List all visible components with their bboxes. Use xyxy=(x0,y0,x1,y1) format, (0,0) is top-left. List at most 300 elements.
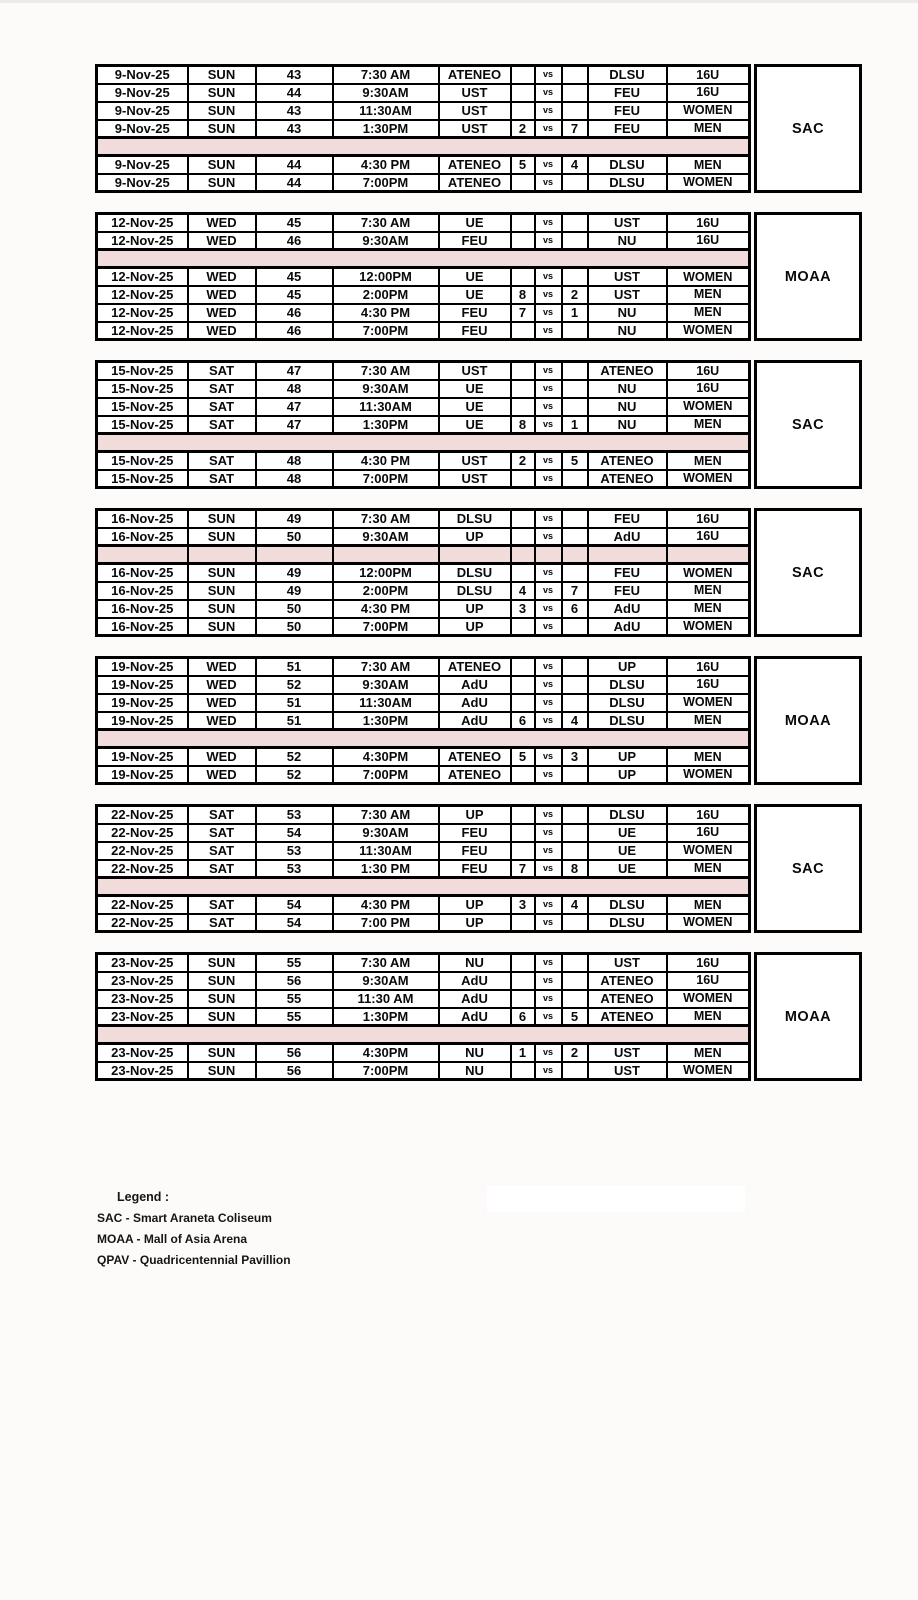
game-row xyxy=(97,232,750,250)
score-home xyxy=(511,842,535,860)
score-away xyxy=(562,990,588,1008)
vs-label: vs xyxy=(535,676,562,694)
separator-row xyxy=(97,878,750,896)
game-time: 9:30AM xyxy=(333,380,439,398)
game-time: 7:00PM xyxy=(333,618,439,636)
game-date: 22-Nov-25 xyxy=(97,824,188,842)
team-away: DLSU xyxy=(588,896,667,914)
game-division: WOMEN xyxy=(667,470,750,488)
team-home: FEU xyxy=(439,304,511,322)
team-away: DLSU xyxy=(588,914,667,932)
score-away: 1 xyxy=(562,416,588,434)
separator-cell xyxy=(588,546,667,564)
game-time: 2:00PM xyxy=(333,286,439,304)
separator-cell xyxy=(562,546,588,564)
score-away xyxy=(562,174,588,192)
score-home: 4 xyxy=(511,582,535,600)
score-home: 1 xyxy=(511,1044,535,1062)
vs-label: vs xyxy=(535,618,562,636)
game-number: 56 xyxy=(256,1062,333,1080)
game-day: SUN xyxy=(188,510,256,528)
game-number: 55 xyxy=(256,1008,333,1026)
legend-item: MOAA - Mall of Asia Arena xyxy=(97,1232,248,1246)
score-home: 6 xyxy=(511,712,535,730)
score-away xyxy=(562,618,588,636)
game-division: 16U xyxy=(667,380,750,398)
vs-label: vs xyxy=(535,156,562,174)
score-home xyxy=(511,268,535,286)
game-row xyxy=(97,156,750,174)
team-home: ATENEO xyxy=(439,658,511,676)
game-time: 7:30 AM xyxy=(333,66,439,84)
game-division: WOMEN xyxy=(667,268,750,286)
game-day: SAT xyxy=(188,398,256,416)
game-time: 7:00 PM xyxy=(333,914,439,932)
score-home: 6 xyxy=(511,1008,535,1026)
team-away: UST xyxy=(588,268,667,286)
game-division: 16U xyxy=(667,510,750,528)
game-time: 11:30AM xyxy=(333,842,439,860)
game-division: WOMEN xyxy=(667,990,750,1008)
score-home xyxy=(511,972,535,990)
separator-cell xyxy=(667,546,750,564)
game-time: 9:30AM xyxy=(333,528,439,546)
legend-item: SAC - Smart Araneta Coliseum xyxy=(97,1211,272,1225)
team-away: ATENEO xyxy=(588,990,667,1008)
game-day: SUN xyxy=(188,1044,256,1062)
team-home: UE xyxy=(439,268,511,286)
score-home xyxy=(511,66,535,84)
score-away: 1 xyxy=(562,304,588,322)
team-away: DLSU xyxy=(588,712,667,730)
game-time: 12:00PM xyxy=(333,268,439,286)
game-day: SUN xyxy=(188,954,256,972)
game-row xyxy=(97,380,750,398)
team-home: DLSU xyxy=(439,564,511,582)
separator-cell xyxy=(439,546,511,564)
game-time: 7:30 AM xyxy=(333,214,439,232)
game-date: 12-Nov-25 xyxy=(97,304,188,322)
game-date: 9-Nov-25 xyxy=(97,84,188,102)
game-time: 1:30PM xyxy=(333,416,439,434)
game-number: 45 xyxy=(256,214,333,232)
team-home: UST xyxy=(439,120,511,138)
team-home: FEU xyxy=(439,842,511,860)
game-row xyxy=(97,120,750,138)
game-division: MEN xyxy=(667,286,750,304)
game-date: 19-Nov-25 xyxy=(97,676,188,694)
game-row xyxy=(97,214,750,232)
game-time: 7:30 AM xyxy=(333,954,439,972)
venue-label: SAC xyxy=(791,564,825,581)
game-day: SAT xyxy=(188,362,256,380)
vs-label: vs xyxy=(535,564,562,582)
score-away xyxy=(562,510,588,528)
game-date: 23-Nov-25 xyxy=(97,1008,188,1026)
score-away xyxy=(562,470,588,488)
vs-label: vs xyxy=(535,304,562,322)
score-home xyxy=(511,1062,535,1080)
venue-label: SAC xyxy=(791,120,825,137)
separator-row xyxy=(97,546,750,564)
game-number: 48 xyxy=(256,380,333,398)
game-division: WOMEN xyxy=(667,766,750,784)
team-away: UST xyxy=(588,954,667,972)
game-day: SAT xyxy=(188,860,256,878)
game-date: 23-Nov-25 xyxy=(97,954,188,972)
vs-label: vs xyxy=(535,694,562,712)
venue-label: MOAA xyxy=(784,712,832,729)
game-time: 7:30 AM xyxy=(333,806,439,824)
separator-cell xyxy=(333,546,439,564)
game-date: 23-Nov-25 xyxy=(97,1044,188,1062)
vs-label: vs xyxy=(535,66,562,84)
game-time: 4:30 PM xyxy=(333,600,439,618)
game-row xyxy=(97,102,750,120)
game-row xyxy=(97,362,750,380)
game-row xyxy=(97,824,750,842)
game-time: 11:30AM xyxy=(333,694,439,712)
game-row xyxy=(97,658,750,676)
score-home xyxy=(511,398,535,416)
game-date: 9-Nov-25 xyxy=(97,156,188,174)
team-home: FEU xyxy=(439,322,511,340)
game-number: 51 xyxy=(256,712,333,730)
game-division: MEN xyxy=(667,1044,750,1062)
score-home xyxy=(511,914,535,932)
game-date: 15-Nov-25 xyxy=(97,398,188,416)
venue-box xyxy=(754,952,862,1081)
game-number: 44 xyxy=(256,84,333,102)
game-division: WOMEN xyxy=(667,618,750,636)
game-day: WED xyxy=(188,322,256,340)
game-time: 4:30PM xyxy=(333,748,439,766)
game-division: 16U xyxy=(667,676,750,694)
game-date: 23-Nov-25 xyxy=(97,1062,188,1080)
game-day: SUN xyxy=(188,528,256,546)
team-home: UE xyxy=(439,398,511,416)
game-number: 49 xyxy=(256,564,333,582)
team-home: NU xyxy=(439,1062,511,1080)
game-time: 9:30AM xyxy=(333,232,439,250)
team-away: UST xyxy=(588,286,667,304)
game-date: 19-Nov-25 xyxy=(97,712,188,730)
team-home: AdU xyxy=(439,712,511,730)
game-row xyxy=(97,712,750,730)
score-away xyxy=(562,972,588,990)
separator-cell xyxy=(97,434,750,452)
game-date: 15-Nov-25 xyxy=(97,470,188,488)
legend-title: Legend : xyxy=(117,1190,170,1204)
vs-label: vs xyxy=(535,470,562,488)
game-row xyxy=(97,510,750,528)
vs-label: vs xyxy=(535,452,562,470)
schedule-table xyxy=(95,64,751,193)
game-time: 7:00PM xyxy=(333,470,439,488)
game-date: 15-Nov-25 xyxy=(97,416,188,434)
team-away: DLSU xyxy=(588,174,667,192)
game-time: 7:30 AM xyxy=(333,362,439,380)
game-division: 16U xyxy=(667,954,750,972)
team-home: UST xyxy=(439,362,511,380)
vs-label: vs xyxy=(535,416,562,434)
venue-box xyxy=(754,804,862,933)
score-away: 8 xyxy=(562,860,588,878)
vs-label: vs xyxy=(535,712,562,730)
game-row xyxy=(97,564,750,582)
game-day: SUN xyxy=(188,156,256,174)
score-home xyxy=(511,322,535,340)
score-away: 7 xyxy=(562,582,588,600)
schedule-table-body xyxy=(97,510,750,636)
game-number: 51 xyxy=(256,658,333,676)
game-number: 51 xyxy=(256,694,333,712)
score-away: 5 xyxy=(562,452,588,470)
game-number: 55 xyxy=(256,990,333,1008)
game-date: 9-Nov-25 xyxy=(97,120,188,138)
game-row xyxy=(97,1008,750,1026)
team-home: AdU xyxy=(439,694,511,712)
separator-cell xyxy=(97,546,188,564)
game-row xyxy=(97,582,750,600)
vs-label: vs xyxy=(535,362,562,380)
venue-box xyxy=(754,508,862,637)
game-number: 53 xyxy=(256,806,333,824)
game-row xyxy=(97,268,750,286)
vs-label: vs xyxy=(535,658,562,676)
schedule-table xyxy=(95,656,751,785)
score-away xyxy=(562,322,588,340)
team-away: FEU xyxy=(588,564,667,582)
score-home xyxy=(511,214,535,232)
score-home xyxy=(511,954,535,972)
game-number: 56 xyxy=(256,972,333,990)
game-row xyxy=(97,676,750,694)
game-number: 48 xyxy=(256,452,333,470)
schedule-table xyxy=(95,804,751,933)
game-number: 56 xyxy=(256,1044,333,1062)
game-day: WED xyxy=(188,268,256,286)
score-away xyxy=(562,1062,588,1080)
game-division: 16U xyxy=(667,214,750,232)
game-number: 53 xyxy=(256,842,333,860)
score-home xyxy=(511,510,535,528)
team-away: UST xyxy=(588,1044,667,1062)
game-row xyxy=(97,766,750,784)
game-row xyxy=(97,452,750,470)
game-date: 15-Nov-25 xyxy=(97,452,188,470)
game-day: WED xyxy=(188,766,256,784)
game-number: 46 xyxy=(256,304,333,322)
team-away: ATENEO xyxy=(588,972,667,990)
game-time: 11:30 AM xyxy=(333,990,439,1008)
score-away: 4 xyxy=(562,156,588,174)
score-home xyxy=(511,232,535,250)
game-number: 46 xyxy=(256,322,333,340)
score-home xyxy=(511,676,535,694)
team-away: NU xyxy=(588,322,667,340)
team-home: UP xyxy=(439,914,511,932)
team-home: UE xyxy=(439,286,511,304)
game-number: 52 xyxy=(256,748,333,766)
team-home: UE xyxy=(439,416,511,434)
game-time: 11:30AM xyxy=(333,102,439,120)
game-division: MEN xyxy=(667,748,750,766)
game-time: 9:30AM xyxy=(333,972,439,990)
team-home: UP xyxy=(439,528,511,546)
vs-label: vs xyxy=(535,102,562,120)
vs-label: vs xyxy=(535,1008,562,1026)
vs-label: vs xyxy=(535,806,562,824)
game-division: 16U xyxy=(667,66,750,84)
game-day: SAT xyxy=(188,896,256,914)
game-number: 54 xyxy=(256,824,333,842)
team-away: ATENEO xyxy=(588,470,667,488)
team-home: AdU xyxy=(439,676,511,694)
score-away xyxy=(562,102,588,120)
team-away: UE xyxy=(588,860,667,878)
score-away xyxy=(562,564,588,582)
game-day: SUN xyxy=(188,102,256,120)
score-away xyxy=(562,362,588,380)
game-number: 50 xyxy=(256,618,333,636)
game-time: 1:30PM xyxy=(333,712,439,730)
game-date: 19-Nov-25 xyxy=(97,694,188,712)
score-away xyxy=(562,824,588,842)
schedule-block xyxy=(95,64,862,193)
team-away: FEU xyxy=(588,582,667,600)
game-day: SAT xyxy=(188,416,256,434)
game-row xyxy=(97,954,750,972)
game-row xyxy=(97,304,750,322)
team-home: UE xyxy=(439,214,511,232)
vs-label: vs xyxy=(535,510,562,528)
score-home xyxy=(511,658,535,676)
separator-cell xyxy=(97,878,750,896)
vs-label: vs xyxy=(535,990,562,1008)
game-time: 7:00PM xyxy=(333,174,439,192)
game-number: 55 xyxy=(256,954,333,972)
game-date: 19-Nov-25 xyxy=(97,658,188,676)
team-home: UST xyxy=(439,452,511,470)
game-number: 54 xyxy=(256,896,333,914)
venue-box xyxy=(754,360,862,489)
score-home xyxy=(511,618,535,636)
game-division: MEN xyxy=(667,582,750,600)
team-home: NU xyxy=(439,1044,511,1062)
venue-label: MOAA xyxy=(784,1008,832,1025)
score-away xyxy=(562,232,588,250)
game-division: MEN xyxy=(667,156,750,174)
game-date: 16-Nov-25 xyxy=(97,600,188,618)
score-home: 3 xyxy=(511,600,535,618)
team-home: AdU xyxy=(439,972,511,990)
game-time: 7:30 AM xyxy=(333,510,439,528)
score-away xyxy=(562,914,588,932)
game-date: 22-Nov-25 xyxy=(97,842,188,860)
game-day: SAT xyxy=(188,914,256,932)
score-home xyxy=(511,380,535,398)
game-date: 9-Nov-25 xyxy=(97,174,188,192)
score-home xyxy=(511,766,535,784)
game-row xyxy=(97,174,750,192)
team-away: ATENEO xyxy=(588,362,667,380)
game-time: 9:30AM xyxy=(333,824,439,842)
game-number: 43 xyxy=(256,102,333,120)
game-date: 16-Nov-25 xyxy=(97,528,188,546)
game-row xyxy=(97,972,750,990)
score-away: 7 xyxy=(562,120,588,138)
schedule-block xyxy=(95,952,862,1081)
score-home xyxy=(511,528,535,546)
score-home xyxy=(511,362,535,380)
schedule-block xyxy=(95,508,862,637)
game-division: 16U xyxy=(667,658,750,676)
game-date: 15-Nov-25 xyxy=(97,380,188,398)
schedule-table-body xyxy=(97,658,750,784)
vs-label: vs xyxy=(535,268,562,286)
team-away: DLSU xyxy=(588,156,667,174)
game-time: 4:30 PM xyxy=(333,452,439,470)
vs-label: vs xyxy=(535,860,562,878)
game-day: SUN xyxy=(188,174,256,192)
game-day: SUN xyxy=(188,66,256,84)
game-division: MEN xyxy=(667,416,750,434)
game-date: 12-Nov-25 xyxy=(97,232,188,250)
team-home: FEU xyxy=(439,824,511,842)
game-row xyxy=(97,618,750,636)
game-row xyxy=(97,398,750,416)
game-row xyxy=(97,470,750,488)
team-home: UST xyxy=(439,84,511,102)
team-away: UST xyxy=(588,1062,667,1080)
team-home: UST xyxy=(439,470,511,488)
team-away: AdU xyxy=(588,600,667,618)
game-row xyxy=(97,1062,750,1080)
vs-label: vs xyxy=(535,972,562,990)
separator-row xyxy=(97,1026,750,1044)
team-away: NU xyxy=(588,380,667,398)
score-home xyxy=(511,470,535,488)
vs-label: vs xyxy=(535,766,562,784)
team-home: NU xyxy=(439,954,511,972)
game-day: WED xyxy=(188,694,256,712)
game-row xyxy=(97,860,750,878)
venue-label: SAC xyxy=(791,860,825,877)
score-away xyxy=(562,380,588,398)
game-time: 4:30 PM xyxy=(333,156,439,174)
game-time: 7:00PM xyxy=(333,1062,439,1080)
venue-box xyxy=(754,656,862,785)
game-day: SAT xyxy=(188,806,256,824)
score-home xyxy=(511,694,535,712)
score-home: 2 xyxy=(511,120,535,138)
game-time: 7:00PM xyxy=(333,322,439,340)
team-home: UP xyxy=(439,806,511,824)
team-away: UST xyxy=(588,214,667,232)
game-time: 11:30AM xyxy=(333,398,439,416)
score-away xyxy=(562,954,588,972)
game-date: 23-Nov-25 xyxy=(97,990,188,1008)
game-division: WOMEN xyxy=(667,322,750,340)
game-division: WOMEN xyxy=(667,1062,750,1080)
game-number: 44 xyxy=(256,174,333,192)
score-away xyxy=(562,66,588,84)
game-date: 12-Nov-25 xyxy=(97,268,188,286)
team-home: FEU xyxy=(439,232,511,250)
game-number: 49 xyxy=(256,582,333,600)
game-date: 12-Nov-25 xyxy=(97,214,188,232)
